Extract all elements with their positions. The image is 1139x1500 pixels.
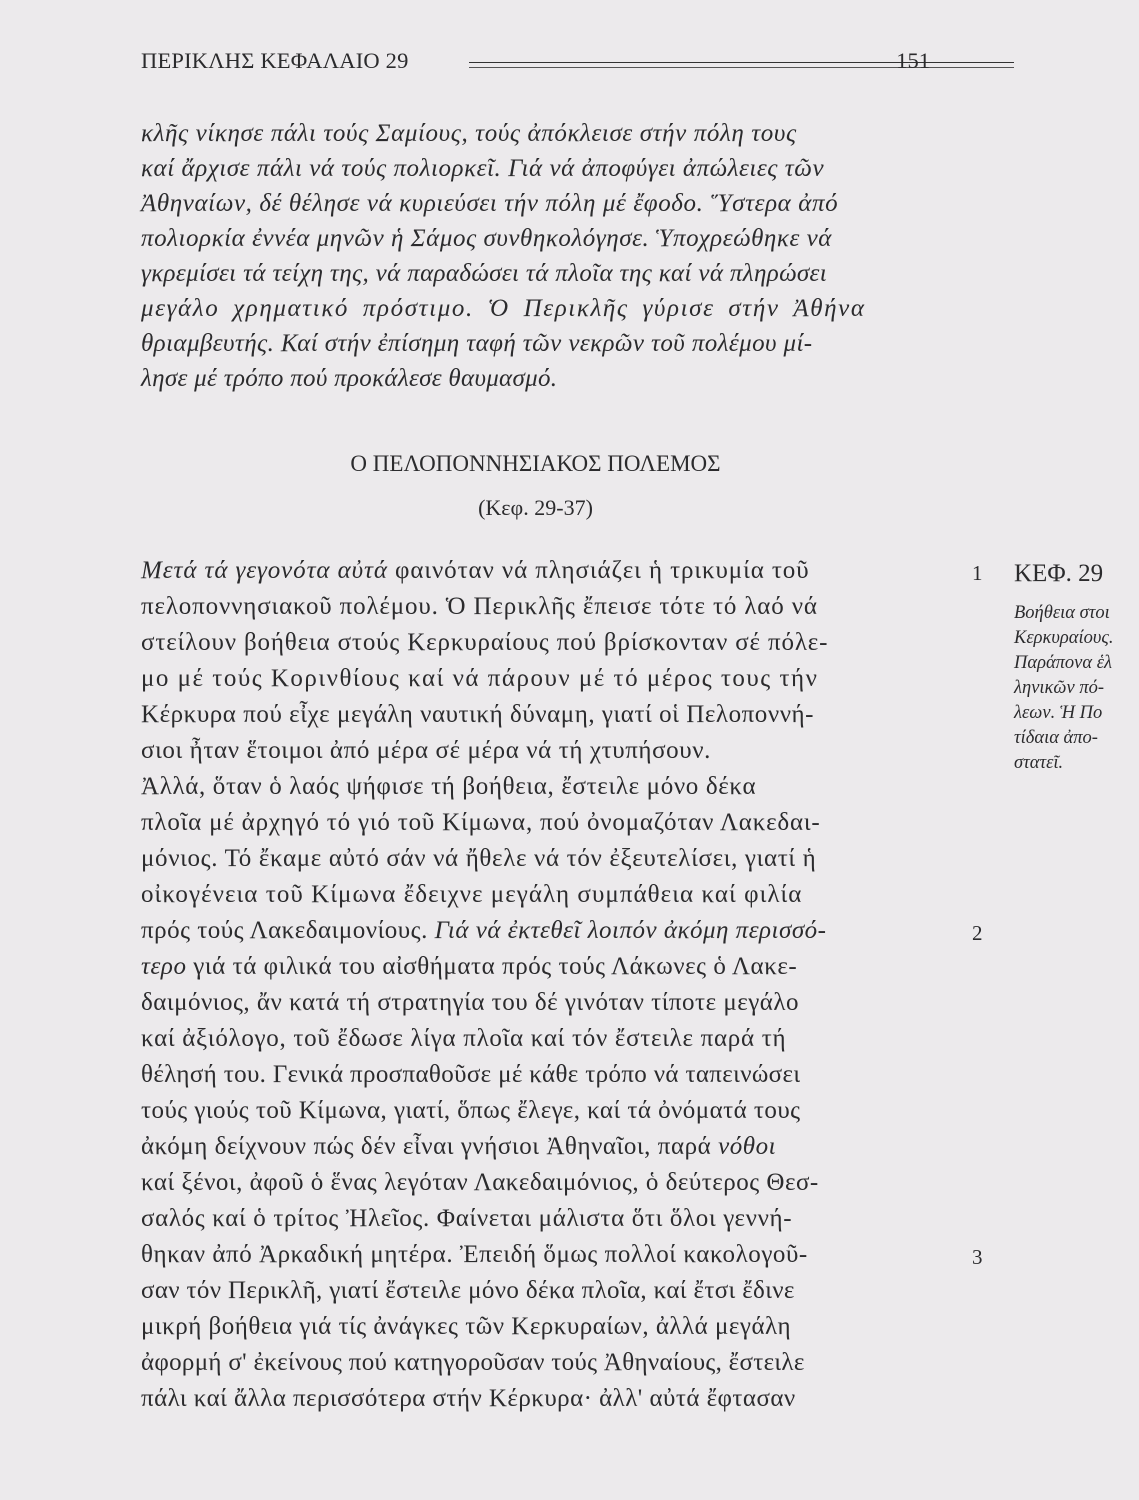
sidenote-line: ληνικῶν πό- (1014, 678, 1104, 698)
body-line: πάλι καί ἄλλα περισσότερα στήν Κέρκυρα· ἀλλ' αὐτά ἔφτασαν (141, 1385, 796, 1412)
body-line: πλοῖα μέ ἀρχηγό τό γιό τοῦ Κίμωνα, πού ὀνομαζόταν Λακεδαι- (141, 809, 821, 836)
intro-line: καί ἄρχισε πάλι νά τούς πολιορκεῖ. Γιά νά ἀποφύγει ἀπώλειες τῶν (141, 155, 825, 182)
sidenote-line: Παράπονα ἑλ (1014, 653, 1113, 673)
sidenote-title: ΚΕΦ. 29 (1014, 560, 1104, 587)
sidenote-line: Βοήθεια στοι (1014, 603, 1110, 623)
body-line: θέλησή του. Γενικά προσπαθοῦσε μέ κάθε τρόπο νά ταπεινώσει (141, 1061, 801, 1088)
intro-line: θριαμβευτής. Καί στήν ἐπίσημη ταφή τῶν νεκρῶν τοῦ πολέμου μί- (141, 330, 813, 357)
body-line-roman: φαινόταν νά πλησιάζει ἡ τρικυμία τοῦ (387, 557, 810, 584)
body-line: ἀφορμή σ' ἐκείνους πού κατηγοροῦσαν τούς Ἀθηναίους, ἔστειλε (141, 1349, 805, 1376)
body-line-italic: νόθοι (718, 1133, 777, 1160)
section-title: Ο ΠΕΛΟΠΟΝΝΗΣΙΑΚΟΣ ΠΟΛΕΜΟΣ (350, 451, 721, 476)
intro-line: Ἀθηναίων, δέ θέλησε νά κυριεύσει τήν πόλη μέ ἔφοδο. Ὕστερα ἀπό (141, 190, 839, 217)
body-line (141, 1132, 776, 1162)
margin-number-3: 3 (972, 1245, 983, 1269)
body-line (141, 952, 797, 982)
body-line-italic: Γιά νά ἐκτεθεῖ λοιπόν ἀκόμη περισσό- (434, 917, 827, 944)
body-line: Κέρκυρα πού εἶχε μεγάλη ναυτική δύναμη, γιατί οἱ Πελοποννή- (141, 701, 815, 728)
body-line: σαλός καί ὁ τρίτος Ἠλεῖος. Φαίνεται μάλιστα ὅτι ὅλοι γεννή- (141, 1205, 793, 1232)
running-head-rule-secondary (469, 67, 1014, 68)
body-line: στείλουν βοήθεια στούς Κερκυραίους πού βρίσκονταν σέ πόλε- (141, 629, 829, 656)
body-line: καί ξένοι, ἀφοῦ ὁ ἕνας λεγόταν Λακεδαιμόνιος, ὁ δεύτερος Θεσ- (141, 1169, 819, 1196)
body-line-roman: ἀκόμη δείχνουν πώς δέν εἶναι γνήσιοι Ἀθηναῖοι, παρά (141, 1133, 719, 1160)
body-line-roman: γιά τά φιλικά του αἰσθήματα πρός τούς Λάκωνες ὁ Λακε- (186, 953, 798, 980)
running-head (141, 44, 930, 78)
sidenote-line: τίδαια ἀπο- (1014, 728, 1098, 748)
sidenote-line: λεων. Ἡ Πο (1014, 703, 1103, 723)
running-head-rule (469, 62, 1014, 63)
running-head-title: ΠΕΡΙΚΛΗΣ ΚΕΦΑΛΑΙΟ 29 (141, 48, 409, 73)
body-line: σιοι ἦταν ἕτοιμοι ἀπό μέρα σέ μέρα νά τή χτυπήσουν. (141, 737, 711, 764)
body-line-roman: πρός τούς Λακεδαιμονίους. (141, 917, 435, 944)
body-line: θηκαν ἀπό Ἀρκαδική μητέρα. Ἐπειδή ὅμως πολλοί κακολογοῦ- (141, 1241, 808, 1268)
body-line: οἰκογένεια τοῦ Κίμωνα ἔδειχνε μεγάλη συμπάθεια καί φιλία (141, 881, 803, 908)
body-line (141, 916, 826, 946)
intro-line: γκρεμίσει τά τείχη της, νά παραδώσει τά πλοῖα της καί νά πληρώσει (141, 260, 828, 287)
margin-number-2: 2 (972, 921, 983, 945)
intro-line: λησε μέ τρόπο πού προκάλεσε θαυμασμό. (141, 365, 558, 392)
body-line: σαν τόν Περικλῆ, γιατί ἔστειλε μόνο δέκα πλοῖα, καί ἔτσι ἔδινε (141, 1277, 795, 1304)
body-line: Ἀλλά, ὅταν ὁ λαός ψήφισε τή βοήθεια, ἔστειλε μόνο δέκα (141, 773, 757, 800)
body-line: μικρή βοήθεια γιά τίς ἀνάγκες τῶν Κερκυραίων, ἀλλά μεγάλη (141, 1313, 792, 1340)
body-line: τούς γιούς τοῦ Κίμωνα, γιατί, ὅπως ἔλεγε, καί τά ὀνόματά τους (141, 1097, 801, 1124)
intro-line: κλῆς νίκησε πάλι τούς Σαμίους, τούς ἀπόκλεισε στήν πόλη τους (141, 120, 797, 147)
section-subtitle: (Κεφ. 29-37) (478, 495, 593, 520)
body-line-italic: τερο (141, 953, 187, 980)
sidenote-line: στατεῖ. (1014, 753, 1064, 773)
sidenote-line: Κερκυραίους. (1014, 628, 1114, 648)
body-line: δαιμόνιος, ἄν κατά τή στρατηγία του δέ γινόταν τίποτε μεγάλο (141, 989, 800, 1016)
margin-number-1: 1 (972, 561, 983, 585)
body-line: μο μέ τούς Κορινθίους καί νά πάρουν μέ τό μέρος τους τήν (141, 665, 819, 692)
body-line (141, 556, 810, 586)
body-line: πελοποννησιακοῦ πολέμου. Ὁ Περικλῆς ἔπεισε τότε τό λαό νά (141, 593, 818, 620)
intro-line: μεγάλο χρηματικό πρόστιμο. Ὁ Περικλῆς γύρισε στήν Ἀθήνα (141, 295, 866, 322)
body-line-italic: Μετά τά γεγονότα αὐτά (141, 557, 388, 584)
page-number: 151 (896, 48, 930, 73)
body-line: καί ἀξιόλογο, τοῦ ἔδωσε λίγα πλοῖα καί τόν ἔστειλε παρά τή (141, 1025, 787, 1052)
body-line: μόνιος. Τό ἔκαμε αὐτό σάν νά ἤθελε νά τόν ἐξευτελίσει, γιατί ἡ (141, 845, 817, 872)
intro-line: πολιορκία ἐννέα μηνῶν ἡ Σάμος συνθηκολόγησε. Ὑποχρεώθηκε νά (141, 225, 832, 252)
